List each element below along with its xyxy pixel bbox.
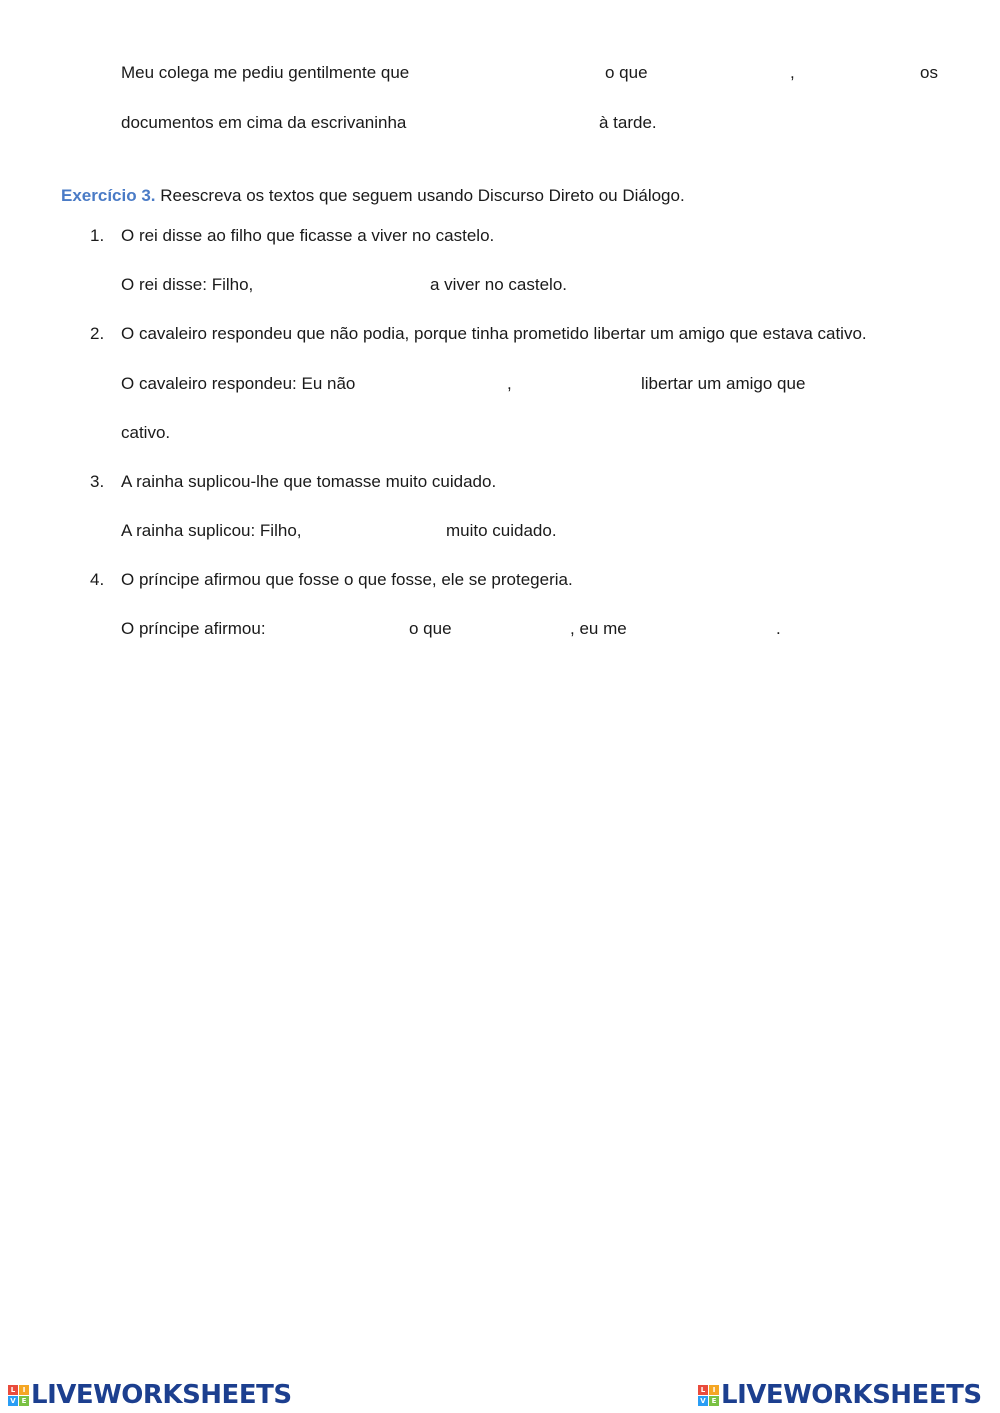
answer-blank-4-1[interactable] [285, 617, 403, 641]
footer-logo-right [698, 1378, 982, 1412]
exercise-instruction: Reescreva os textos que seguem usando Discurso Direto ou Diálogo. [160, 186, 685, 205]
item-3-answer-text-1: A rainha suplicou: Filho, [121, 521, 302, 540]
item-number-2: 2. [90, 324, 105, 343]
carryover-text-6: à tarde. [599, 113, 657, 132]
item-sentence-4: O príncipe afirmou que fosse o que fosse, ele se protegeria. [121, 570, 573, 589]
carryover-text-1: Meu colega me pediu gentilmente que [121, 63, 410, 82]
item-number-3: 3. [90, 472, 105, 491]
answer-blank-2-3[interactable] [829, 372, 939, 396]
answer-blank-2-1[interactable] [376, 372, 502, 396]
item-2-answer-text-1: O cavaleiro respondeu: Eu não [121, 374, 356, 393]
item-number-4: 4. [90, 570, 105, 589]
liveworksheets-logo-icon: L I V E [8, 1385, 29, 1406]
item-4-answer-text-3: , eu me [570, 619, 627, 638]
answer-blank-2-2[interactable] [517, 372, 635, 396]
answer-blank-3-1[interactable] [322, 519, 440, 543]
answer-blank-carryover-4[interactable] [435, 111, 593, 135]
answer-blank-4-2[interactable] [461, 617, 565, 641]
item-4-answer-text-1: O príncipe afirmou: [121, 619, 266, 638]
item-sentence-3: A rainha suplicou-lhe que tomasse muito cuidado. [121, 472, 497, 491]
item-2-answer-text-2: , [507, 374, 512, 393]
answer-blank-carryover-2[interactable] [660, 61, 785, 85]
answer-blank-carryover-1[interactable] [455, 61, 595, 85]
exercise-heading [61, 185, 685, 207]
item-4-answer-text-4: . [776, 619, 781, 638]
answer-blank-4-3[interactable] [637, 617, 771, 641]
item-4-answer-text-2: o que [409, 619, 452, 638]
item-sentence-2: O cavaleiro respondeu que não podia, porque tinha prometido libertar um amigo que estava cativo. [121, 324, 867, 343]
carryover-text-5: documentos em cima da escrivaninha [121, 113, 407, 132]
exercise-label: Exercício 3. [61, 186, 156, 205]
item-number-1: 1. [90, 226, 105, 245]
carryover-text-3: , [790, 63, 795, 82]
footer-logo-left [8, 1378, 292, 1412]
liveworksheets-logo-icon: L I V E [698, 1385, 719, 1406]
footer-brand-left: LIVEWORKSHEETS [31, 1380, 292, 1410]
item-sentence-1: O rei disse ao filho que ficasse a viver no castelo. [121, 226, 495, 245]
footer-brand-right: LIVEWORKSHEETS [721, 1380, 982, 1410]
item-3-answer-text-2: muito cuidado. [446, 521, 557, 540]
answer-blank-1-1[interactable] [266, 273, 424, 297]
item-2-answer-text-4: cativo. [121, 423, 171, 442]
item-2-answer-text-3: libertar um amigo que [641, 374, 806, 393]
item-1-answer-text-2: a viver no castelo. [430, 275, 568, 294]
answer-blank-carryover-3[interactable] [800, 61, 912, 85]
carryover-text-4: os [920, 63, 938, 82]
item-1-answer-text-1: O rei disse: Filho, [121, 275, 254, 294]
carryover-text-2: o que [605, 63, 648, 82]
